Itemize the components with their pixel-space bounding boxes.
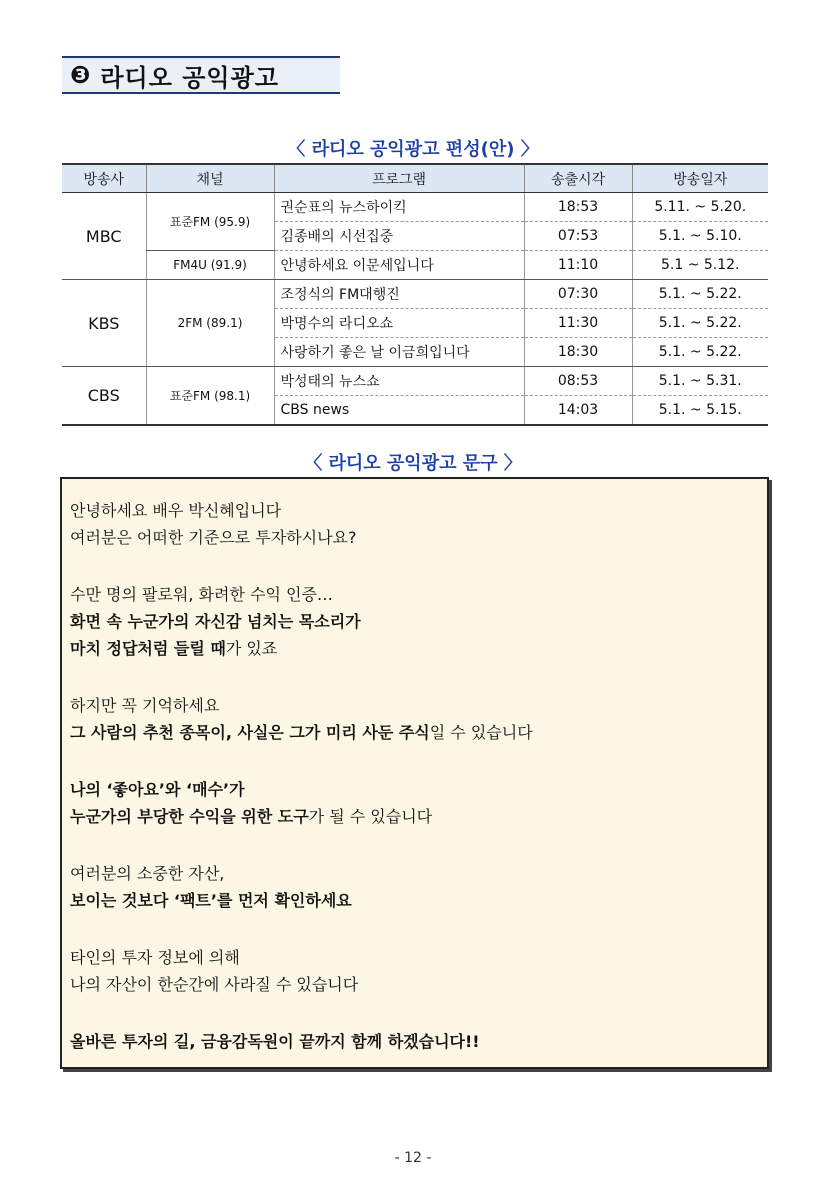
script-emphasis: 누군가의 부당한 수익을 위한 도구 [70,807,309,826]
program-cell: 사랑하기 좋은 날 이금희입니다 [274,338,524,367]
broadcaster-cell: KBS [62,280,146,367]
channel-cell: 표준FM (98.1) [146,367,274,426]
header-time: 송출시각 [524,164,632,193]
schedule-table [62,163,768,426]
section-number: ❸ [70,61,91,89]
dates-cell: 5.1. ~ 5.22. [632,338,768,367]
section-heading [62,56,340,94]
table-row [62,251,768,280]
time-cell: 11:10 [524,251,632,280]
header-dates: 방송일자 [632,164,768,193]
script-emphasis: 그 사람의 추천 종목이, 사실은 그가 미리 사둔 주식 [70,723,430,742]
channel-cell: FM4U (91.9) [146,251,274,280]
table-row [62,193,768,222]
script-line: 올바른 투자의 길, 금융감독원이 끝까지 함께 하겠습니다!! [70,1032,480,1051]
header-broadcaster: 방송사 [62,164,146,193]
channel-cell: 표준FM (95.9) [146,193,274,251]
script-text: 가 될 수 있습니다 [308,807,433,826]
script-line: 타인의 투자 정보에 의해 [70,948,240,967]
program-cell: CBS news [274,396,524,426]
dates-cell: 5.1. ~ 5.22. [632,309,768,338]
schedule-caption: 〈 라디오 공익광고 편성(안) 〉 [287,139,539,160]
script-line: 나의 ‘좋아요’와 ‘매수’가 [70,780,245,799]
section-title: 라디오 공익광고 [100,63,279,92]
script-line: 여러분의 소중한 자산, [70,864,225,883]
script-line: 보이는 것보다 ‘팩트’를 먼저 확인하세요 [70,891,352,910]
table-header-row [62,164,768,193]
program-cell: 조정식의 FM대행진 [274,280,524,309]
time-cell: 07:30 [524,280,632,309]
time-cell: 08:53 [524,367,632,396]
page-number: - 12 - [394,1150,432,1166]
header-program: 프로그램 [274,164,524,193]
program-cell: 박명수의 라디오쇼 [274,309,524,338]
dates-cell: 5.1. ~ 5.22. [632,280,768,309]
script-line: 수만 명의 팔로워, 화려한 수익 인증… [70,585,333,604]
table-row [62,280,768,309]
script-text: 가 있죠 [225,639,278,658]
script-line: 화면 속 누군가의 자신감 넘치는 목소리가 [70,612,361,631]
dates-cell: 5.1 ~ 5.12. [632,251,768,280]
script-line: 하지만 꼭 기억하세요 [70,696,220,715]
script-caption: 〈 라디오 공익광고 문구 〉 [304,453,522,474]
script-emphasis: 마치 정답처럼 들릴 때 [70,639,226,658]
script-line [70,635,767,662]
program-cell: 박성태의 뉴스쇼 [274,367,524,396]
channel-cell: 2FM (89.1) [146,280,274,367]
script-line: 여러분은 어떠한 기준으로 투자하시나요? [70,528,357,547]
script-text: 일 수 있습니다 [429,723,533,742]
broadcaster-cell: CBS [62,367,146,426]
program-cell: 안녕하세요 이문세입니다 [274,251,524,280]
time-cell: 18:53 [524,193,632,222]
ad-script-box [60,477,769,1069]
script-line [70,719,767,746]
broadcaster-cell: MBC [62,193,146,280]
script-line [70,803,767,830]
script-line: 안녕하세요 배우 박신혜입니다 [70,501,282,520]
dates-cell: 5.1. ~ 5.10. [632,222,768,251]
dates-cell: 5.1. ~ 5.15. [632,396,768,426]
time-cell: 18:30 [524,338,632,367]
time-cell: 14:03 [524,396,632,426]
program-cell: 김종배의 시선집중 [274,222,524,251]
program-cell: 권순표의 뉴스하이킥 [274,193,524,222]
dates-cell: 5.1. ~ 5.31. [632,367,768,396]
header-channel: 채널 [146,164,274,193]
time-cell: 07:53 [524,222,632,251]
dates-cell: 5.11. ~ 5.20. [632,193,768,222]
script-line: 나의 자산이 한순간에 사라질 수 있습니다 [70,975,359,994]
table-row [62,367,768,396]
time-cell: 11:30 [524,309,632,338]
